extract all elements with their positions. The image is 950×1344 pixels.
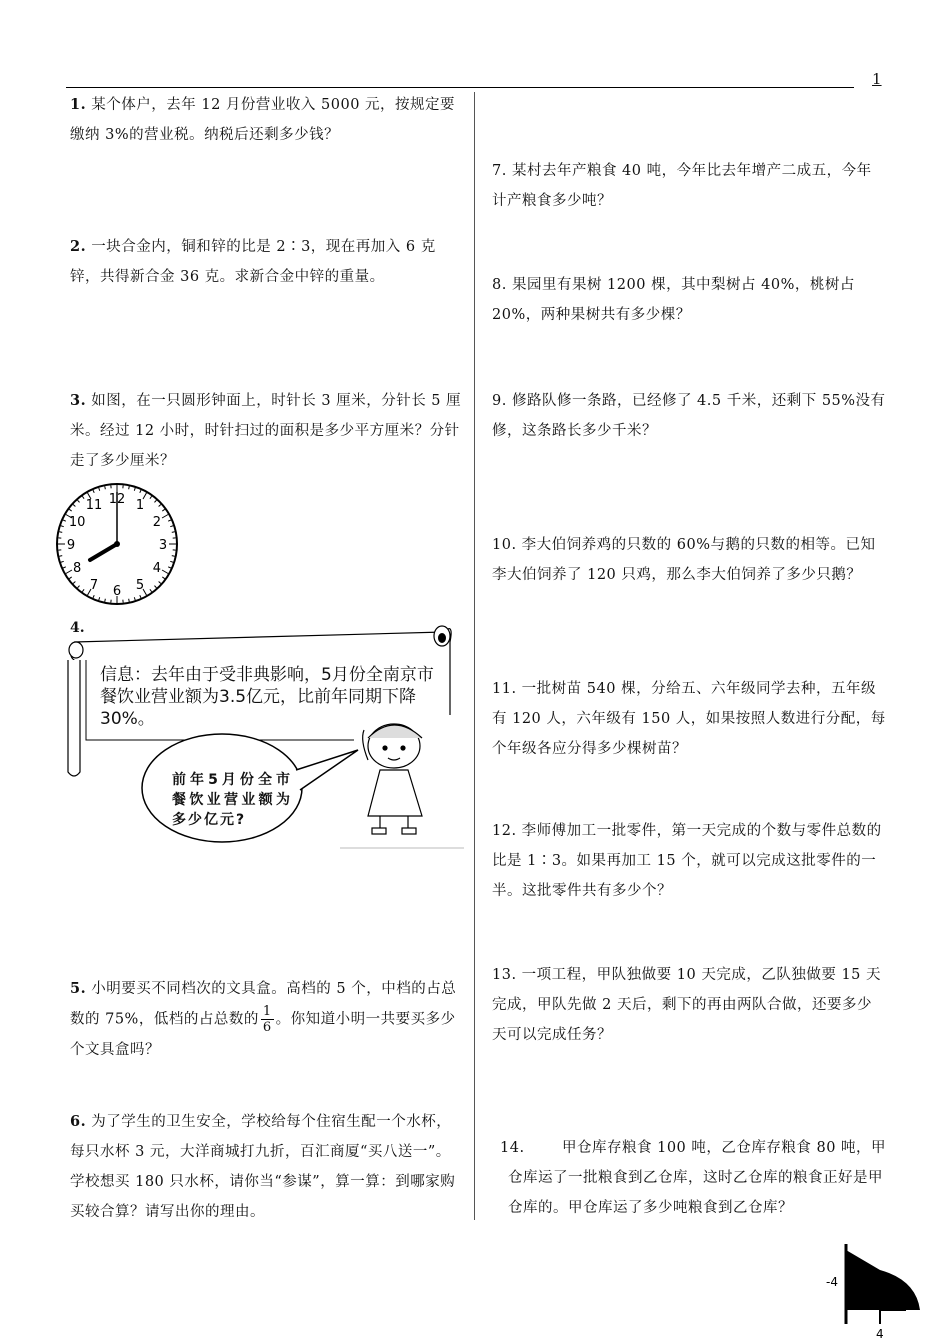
question-10: 10. 李大伯饲养鸡的只数的 60%与鹅的只数的相等。已知李大伯饲养了 120 只鸡，那么李大伯饲养了多少只鹅？ xyxy=(492,537,876,583)
question-text: 如图，在一只圆形钟面上，时针长 3 厘米，分针长 5 厘米。经过 12 小时，时针扫过的面积是多少平方厘米？分针走了多少厘米？ xyxy=(70,393,462,469)
question-number: 6. xyxy=(70,1113,87,1130)
fraction xyxy=(261,1004,274,1035)
clock-number: 9 xyxy=(66,538,76,553)
question-number: 14. xyxy=(500,1140,525,1156)
question-2 xyxy=(70,232,464,292)
clock-number: 4 xyxy=(152,561,161,576)
speech-bubble-text: 前年5月份全市餐饮业营业额为多少亿元? xyxy=(172,772,292,828)
question-text: 。你知道小明一共要买多少个文具盒吗？ xyxy=(70,1011,456,1058)
question-6 xyxy=(70,1107,464,1227)
page-number: 1 xyxy=(872,70,882,88)
girl-figure-icon xyxy=(363,724,422,834)
clock-number: 5 xyxy=(135,577,145,593)
question-text: 一块合金内，铜和锌的比是 2∶3，现在再加入 6 克锌，共得新合金 36 克。求新合金中锌的重量。 xyxy=(70,239,436,285)
clock-number: 11 xyxy=(85,498,103,514)
clock-face-illustration xyxy=(55,482,179,606)
clock-number: 10 xyxy=(68,515,86,530)
question-text: 小明要买不同档次的文具盒。高档的 5 个，中档的占总数的 75%，低档的占总数的 xyxy=(70,981,457,1028)
question-number: 4. xyxy=(70,620,85,636)
question-9: 9. 修路队修一条路，已经修了 4.5 千米，还剩下 55%没有修，这条路长多少千米？ xyxy=(492,393,886,439)
question-number: 3. xyxy=(70,392,87,409)
question-number: 2. xyxy=(70,238,87,255)
fraction-numerator: 1 xyxy=(262,1004,272,1019)
question-7: 7. 某村去年产粮食 40 吨，今年比去年增产二成五，今年计产粮食多少吨？ xyxy=(492,163,872,209)
question-8: 8. 果园里有果树 1200 棵，其中梨树占 40%，桃树占 20%，两种果树共有多少棵？ xyxy=(492,277,855,323)
question-3 xyxy=(70,386,464,476)
corner-decoration-icon xyxy=(820,1240,930,1340)
question-14: 甲仓库存粮食 100 吨，乙仓库存粮食 80 吨，甲仓库运了一批粮食到乙仓库，这时乙仓库的粮食正好是甲仓库的。甲仓库运了多少吨粮食到乙仓库？ xyxy=(508,1140,887,1216)
column-divider xyxy=(474,92,475,1220)
question-number: 1. xyxy=(70,96,87,113)
question-5 xyxy=(70,974,464,1065)
question-13: 13. 一项工程，甲队独做要 10 天完成，乙队独做要 15 天完成，甲队先做 2 天后，剩下的再由两队合做，还要多少天可以完成任务？ xyxy=(492,967,882,1043)
question-1 xyxy=(70,90,464,150)
question-text: 某个体户，去年 12 月份营业收入 5000 元，按规定要缴纳 3%的营业税。纳税后还剩多少钱？ xyxy=(70,97,456,143)
clock-number: 12 xyxy=(108,492,126,507)
question-number: 5. xyxy=(70,980,87,997)
clock-number: 6 xyxy=(112,584,122,599)
question-12: 12. 李师傅加工一批零件，第一天完成的个数与零件总数的比是 1∶3。如果再加工 15 个，就可以完成这批零件的一半。这批零件共有多少个？ xyxy=(492,823,882,899)
question-text: 为了学生的卫生安全，学校给每个住宿生配一个水杯，每只水杯 3 元，大洋商城打九折，百汇商厦“买八送一”。学校想买 180 只水杯，请你当“参谋”，算一算：到哪家购买较合算？请写出你的理由。 xyxy=(70,1114,456,1220)
clock-number: 3 xyxy=(158,538,168,553)
clock-number: 1 xyxy=(135,498,145,514)
clock-number: 8 xyxy=(73,561,82,576)
info-text: 信息：去年由于受非典影响，5月份全南京市餐饮业营业额为3.5亿元，比前年同期下降30%。 xyxy=(100,665,434,729)
header-rule xyxy=(66,87,854,88)
fraction-denominator: 6 xyxy=(262,1020,272,1035)
svg-text:-4: -4 xyxy=(826,1275,838,1289)
question-11: 11. 一批树苗 540 棵，分给五、六年级同学去种，五年级有 120 人，六年级有 150 人，如果按照人数进行分配，每个年级各应分得多少棵树苗？ xyxy=(492,681,886,757)
clock-number: 7 xyxy=(89,577,99,593)
svg-text:4: 4 xyxy=(876,1327,884,1340)
clock-number: 2 xyxy=(152,515,161,530)
